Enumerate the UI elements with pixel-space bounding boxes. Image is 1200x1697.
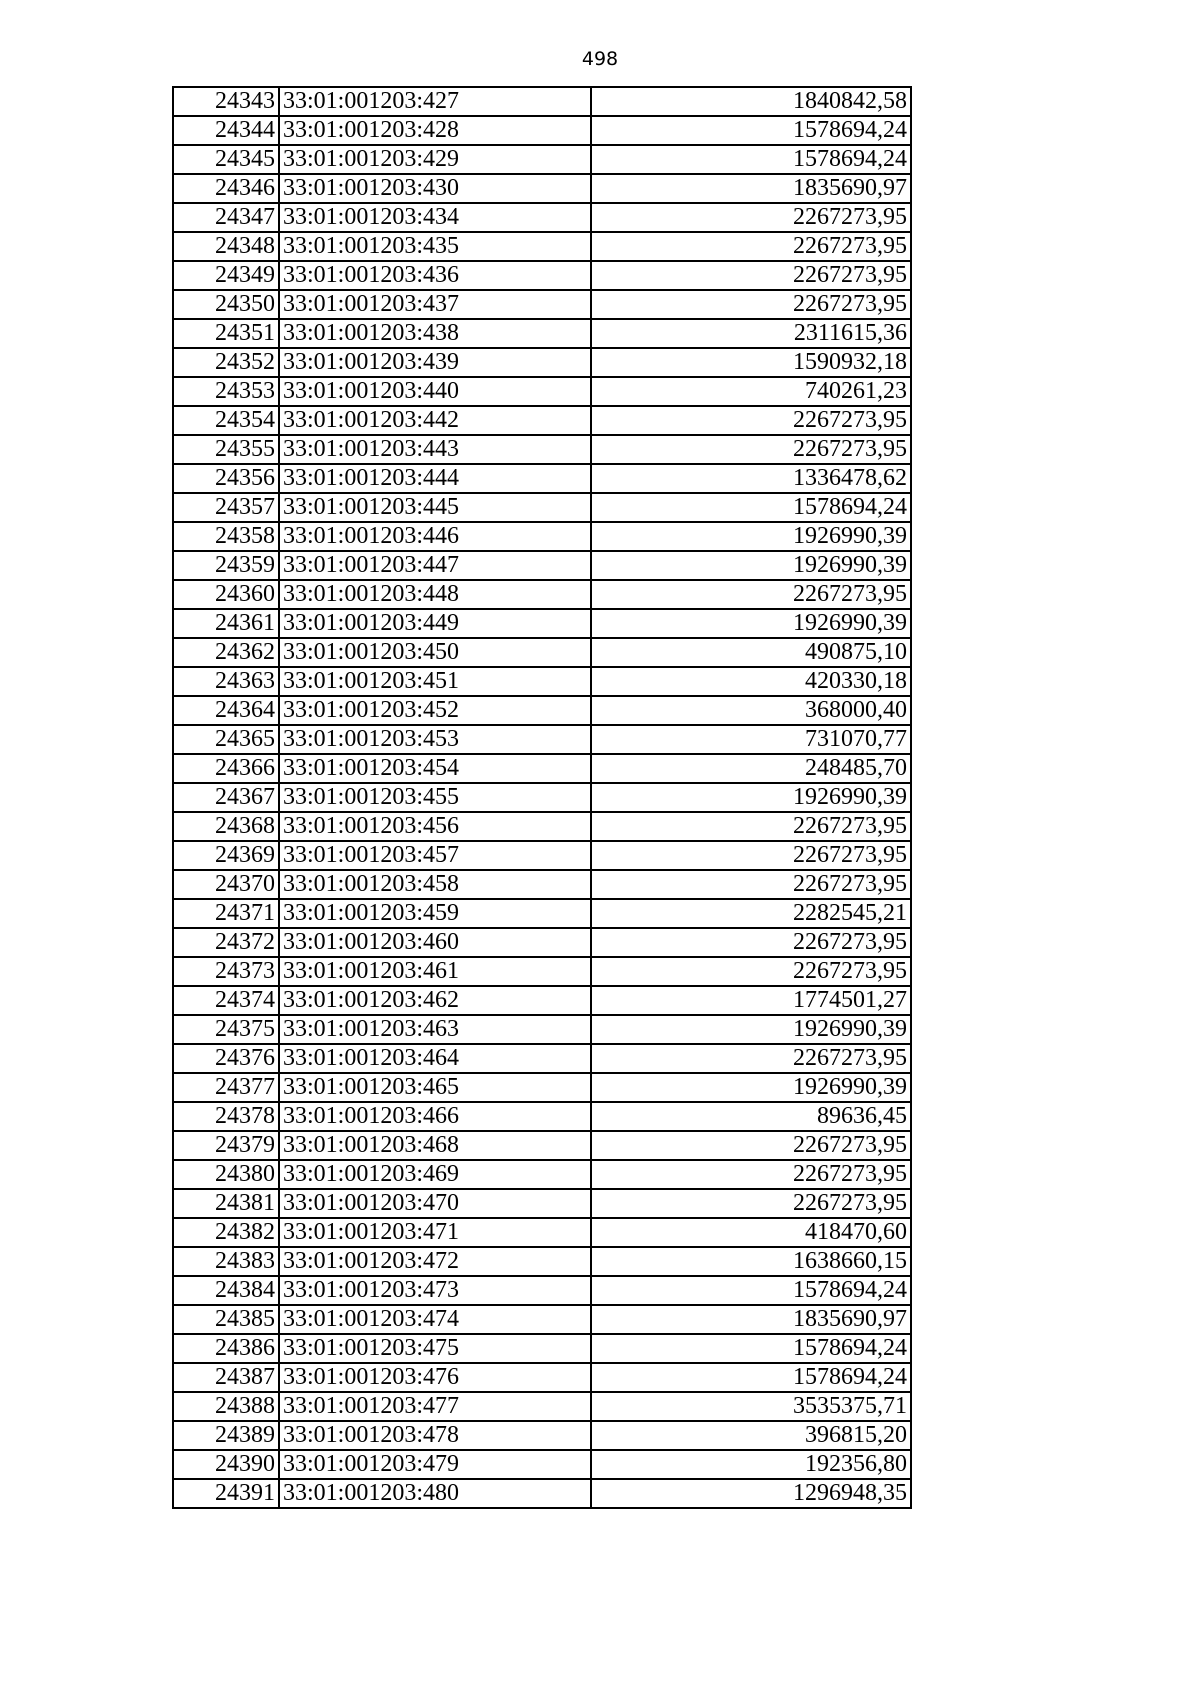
table-row [173,87,911,116]
cadastral-number-cell: 33:01:001203:464 [279,1044,591,1073]
cadastral-number-cell: 33:01:001203:479 [279,1450,591,1479]
table-row [173,667,911,696]
page-number: 498 [581,48,619,70]
value-cell: 368000,40 [591,696,911,725]
table-row [173,1450,911,1479]
table-row [173,1015,911,1044]
value-cell: 2267273,95 [591,1189,911,1218]
cadastral-number-cell: 33:01:001203:451 [279,667,591,696]
cadastral-number-cell: 33:01:001203:440 [279,377,591,406]
value-cell: 2267273,95 [591,812,911,841]
cadastral-number-cell: 33:01:001203:442 [279,406,591,435]
value-cell: 1578694,24 [591,1363,911,1392]
row-number-cell: 24388 [173,1392,279,1421]
table-row [173,232,911,261]
value-cell: 2267273,95 [591,232,911,261]
row-number-cell: 24349 [173,261,279,290]
table-row [173,319,911,348]
cadastral-number-cell: 33:01:001203:446 [279,522,591,551]
row-number-cell: 24381 [173,1189,279,1218]
table-row [173,1276,911,1305]
cadastral-number-cell: 33:01:001203:476 [279,1363,591,1392]
row-number-cell: 24376 [173,1044,279,1073]
row-number-cell: 24386 [173,1334,279,1363]
value-cell: 396815,20 [591,1421,911,1450]
value-cell: 1835690,97 [591,1305,911,1334]
table-row [173,1189,911,1218]
table-row [173,754,911,783]
cadastral-number-cell: 33:01:001203:452 [279,696,591,725]
row-number-cell: 24389 [173,1421,279,1450]
cadastral-number-cell: 33:01:001203:480 [279,1479,591,1508]
table-row [173,1392,911,1421]
row-number-cell: 24360 [173,580,279,609]
value-cell: 2267273,95 [591,1044,911,1073]
table-row [173,145,911,174]
table-row [173,1479,911,1508]
value-cell: 1578694,24 [591,116,911,145]
value-cell: 1590932,18 [591,348,911,377]
cadastral-number-cell: 33:01:001203:443 [279,435,591,464]
row-number-cell: 24351 [173,319,279,348]
cadastral-number-cell: 33:01:001203:445 [279,493,591,522]
cadastral-number-cell: 33:01:001203:461 [279,957,591,986]
row-number-cell: 24369 [173,841,279,870]
cadastral-number-cell: 33:01:001203:466 [279,1102,591,1131]
value-cell: 89636,45 [591,1102,911,1131]
row-number-cell: 24364 [173,696,279,725]
row-number-cell: 24367 [173,783,279,812]
row-number-cell: 24345 [173,145,279,174]
value-cell: 2267273,95 [591,1131,911,1160]
table-row [173,870,911,899]
value-cell: 1578694,24 [591,1334,911,1363]
table-row [173,203,911,232]
value-cell: 2267273,95 [591,580,911,609]
cadastral-number-cell: 33:01:001203:469 [279,1160,591,1189]
table-row [173,725,911,754]
table-row [173,1044,911,1073]
value-cell: 490875,10 [591,638,911,667]
table-row [173,1131,911,1160]
cadastral-number-cell: 33:01:001203:438 [279,319,591,348]
row-number-cell: 24382 [173,1218,279,1247]
row-number-cell: 24346 [173,174,279,203]
row-number-cell: 24352 [173,348,279,377]
value-cell: 420330,18 [591,667,911,696]
cadastral-number-cell: 33:01:001203:434 [279,203,591,232]
value-cell: 1926990,39 [591,783,911,812]
cadastral-number-cell: 33:01:001203:478 [279,1421,591,1450]
table-row [173,580,911,609]
cadastral-number-cell: 33:01:001203:449 [279,609,591,638]
row-number-cell: 24350 [173,290,279,319]
table-row [173,638,911,667]
row-number-cell: 24375 [173,1015,279,1044]
row-number-cell: 24391 [173,1479,279,1508]
table-row [173,899,911,928]
value-cell: 2267273,95 [591,406,911,435]
cadastral-number-cell: 33:01:001203:456 [279,812,591,841]
row-number-cell: 24363 [173,667,279,696]
cadastral-number-cell: 33:01:001203:468 [279,1131,591,1160]
value-cell: 2267273,95 [591,203,911,232]
row-number-cell: 24359 [173,551,279,580]
value-cell: 1296948,35 [591,1479,911,1508]
row-number-cell: 24366 [173,754,279,783]
value-cell: 192356,80 [591,1450,911,1479]
cadastral-number-cell: 33:01:001203:428 [279,116,591,145]
value-cell: 2267273,95 [591,290,911,319]
cadastral-number-cell: 33:01:001203:436 [279,261,591,290]
row-number-cell: 24387 [173,1363,279,1392]
table-row [173,1363,911,1392]
table-row [173,406,911,435]
value-cell: 2267273,95 [591,870,911,899]
cadastral-number-cell: 33:01:001203:465 [279,1073,591,1102]
value-cell: 2267273,95 [591,841,911,870]
value-cell: 2282545,21 [591,899,911,928]
table-row [173,696,911,725]
value-cell: 1578694,24 [591,1276,911,1305]
table-row [173,841,911,870]
value-cell: 1926990,39 [591,1073,911,1102]
row-number-cell: 24390 [173,1450,279,1479]
cadastral-number-cell: 33:01:001203:427 [279,87,591,116]
row-number-cell: 24344 [173,116,279,145]
cadastral-number-cell: 33:01:001203:463 [279,1015,591,1044]
value-cell: 3535375,71 [591,1392,911,1421]
cadastral-number-cell: 33:01:001203:447 [279,551,591,580]
value-cell: 1774501,27 [591,986,911,1015]
table-row [173,261,911,290]
cadastral-number-cell: 33:01:001203:435 [279,232,591,261]
row-number-cell: 24365 [173,725,279,754]
cadastral-number-cell: 33:01:001203:454 [279,754,591,783]
table-row [173,348,911,377]
cadastral-number-cell: 33:01:001203:437 [279,290,591,319]
value-cell: 1926990,39 [591,522,911,551]
value-cell: 2267273,95 [591,435,911,464]
table-row [173,957,911,986]
registry-table [172,86,912,1509]
cadastral-number-cell: 33:01:001203:472 [279,1247,591,1276]
row-number-cell: 24374 [173,986,279,1015]
row-number-cell: 24379 [173,1131,279,1160]
row-number-cell: 24362 [173,638,279,667]
table-row [173,1218,911,1247]
row-number-cell: 24368 [173,812,279,841]
row-number-cell: 24377 [173,1073,279,1102]
cadastral-number-cell: 33:01:001203:459 [279,899,591,928]
row-number-cell: 24357 [173,493,279,522]
row-number-cell: 24355 [173,435,279,464]
row-number-cell: 24385 [173,1305,279,1334]
table-row [173,928,911,957]
value-cell: 1926990,39 [591,1015,911,1044]
cadastral-number-cell: 33:01:001203:470 [279,1189,591,1218]
row-number-cell: 24380 [173,1160,279,1189]
cadastral-number-cell: 33:01:001203:444 [279,464,591,493]
row-number-cell: 24371 [173,899,279,928]
row-number-cell: 24361 [173,609,279,638]
table-row [173,1102,911,1131]
cadastral-number-cell: 33:01:001203:430 [279,174,591,203]
cadastral-number-cell: 33:01:001203:460 [279,928,591,957]
table-row [173,522,911,551]
value-cell: 1835690,97 [591,174,911,203]
value-cell: 2267273,95 [591,928,911,957]
table-row [173,1247,911,1276]
cadastral-number-cell: 33:01:001203:475 [279,1334,591,1363]
row-number-cell: 24370 [173,870,279,899]
cadastral-number-cell: 33:01:001203:429 [279,145,591,174]
value-cell: 2267273,95 [591,261,911,290]
cadastral-number-cell: 33:01:001203:450 [279,638,591,667]
row-number-cell: 24354 [173,406,279,435]
cadastral-number-cell: 33:01:001203:457 [279,841,591,870]
table-row [173,493,911,522]
value-cell: 2311615,36 [591,319,911,348]
table-row [173,116,911,145]
cadastral-number-cell: 33:01:001203:439 [279,348,591,377]
value-cell: 1926990,39 [591,609,911,638]
cadastral-number-cell: 33:01:001203:474 [279,1305,591,1334]
table-row [173,551,911,580]
table-row [173,377,911,406]
row-number-cell: 24378 [173,1102,279,1131]
value-cell: 1578694,24 [591,493,911,522]
row-number-cell: 24372 [173,928,279,957]
value-cell: 2267273,95 [591,957,911,986]
value-cell: 740261,23 [591,377,911,406]
table-row [173,1305,911,1334]
value-cell: 1578694,24 [591,145,911,174]
table-row [173,174,911,203]
cadastral-number-cell: 33:01:001203:462 [279,986,591,1015]
cadastral-number-cell: 33:01:001203:453 [279,725,591,754]
row-number-cell: 24384 [173,1276,279,1305]
cadastral-number-cell: 33:01:001203:458 [279,870,591,899]
cadastral-number-cell: 33:01:001203:455 [279,783,591,812]
row-number-cell: 24347 [173,203,279,232]
value-cell: 1336478,62 [591,464,911,493]
row-number-cell: 24358 [173,522,279,551]
row-number-cell: 24383 [173,1247,279,1276]
table-row [173,1160,911,1189]
value-cell: 731070,77 [591,725,911,754]
row-number-cell: 24348 [173,232,279,261]
table-row [173,1334,911,1363]
value-cell: 1840842,58 [591,87,911,116]
table-row [173,1073,911,1102]
row-number-cell: 24353 [173,377,279,406]
value-cell: 1638660,15 [591,1247,911,1276]
registry-table-body [173,87,911,1508]
value-cell: 1926990,39 [591,551,911,580]
table-row [173,986,911,1015]
cadastral-number-cell: 33:01:001203:448 [279,580,591,609]
cadastral-number-cell: 33:01:001203:477 [279,1392,591,1421]
row-number-cell: 24356 [173,464,279,493]
row-number-cell: 24373 [173,957,279,986]
table-row [173,464,911,493]
table-row [173,290,911,319]
table-row [173,435,911,464]
value-cell: 418470,60 [591,1218,911,1247]
value-cell: 2267273,95 [591,1160,911,1189]
table-row [173,812,911,841]
table-row [173,1421,911,1450]
table-row [173,783,911,812]
row-number-cell: 24343 [173,87,279,116]
cadastral-number-cell: 33:01:001203:473 [279,1276,591,1305]
cadastral-number-cell: 33:01:001203:471 [279,1218,591,1247]
table-row [173,609,911,638]
value-cell: 248485,70 [591,754,911,783]
